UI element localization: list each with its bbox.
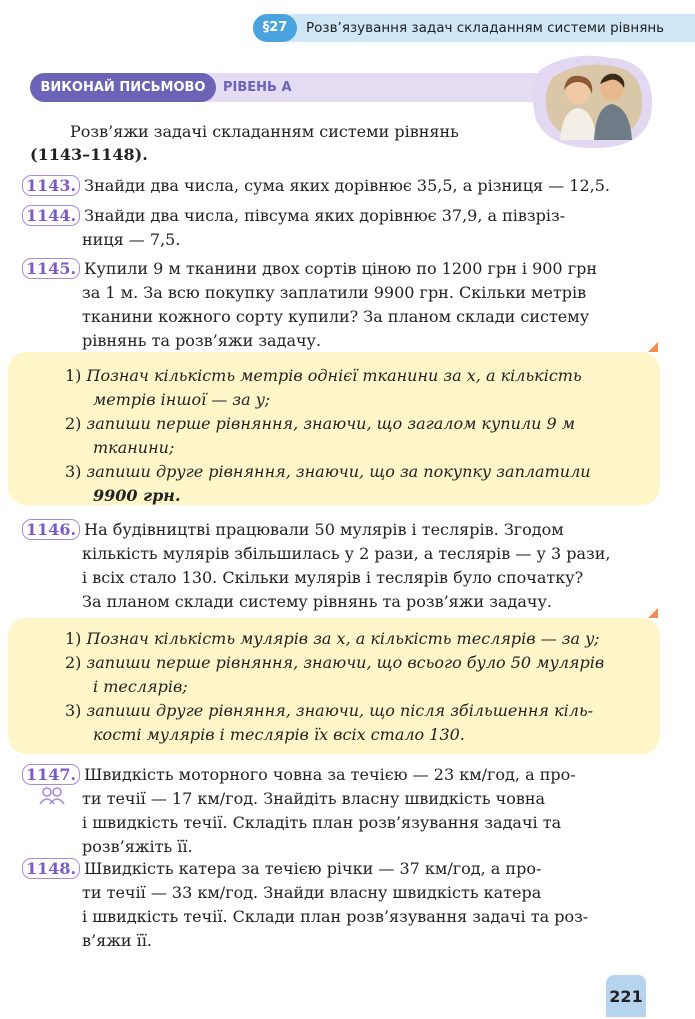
task-line: і швидкість течії. Складіть план розв’язування задачі та [82,813,562,832]
task-1147 [22,763,630,859]
task-line: Купили 9 м тканини двох сортів ціною по 1200 грн і 900 грн [84,259,597,278]
task-number: 1143. [22,175,80,196]
hint-item: 2) запиши перше рівняння, знаючи, що загалом купили 9 м [65,414,575,433]
hint-item: 1) Познач кількість метрів однієї тканини за x, а кількість [65,366,582,385]
hint-item: 3) запиши друге рівняння, знаючи, що після збільшення кіль- [65,701,594,720]
task-line: ти течії — 17 км/год. Знайдіть власну швидкість човна [82,789,546,808]
hint-item-cont: тканини; [93,438,175,457]
hint-item-cont: кості мулярів і теслярів їх всіх стало 130. [93,725,465,744]
task-line: розв’яжіть її. [82,837,193,856]
corner-marker-icon [648,608,658,618]
hint-item: 1) Познач кількість мулярів за x, а кількість теслярів — за y; [65,629,600,648]
task-number: 1144. [22,205,80,226]
corner-marker-icon [648,342,658,352]
task-line: кількість мулярів збільшилась у 2 рази, а теслярів — у 3 рази, [82,544,611,563]
task-line: тканини кожного сорту купили? За планом склади систему [82,307,590,326]
page-number: 221 [606,975,646,1017]
task-line: Знайди два числа, півсума яких дорівнює 37,9, а півзріз- [84,206,566,225]
task-line: за 1 м. За всю покупку заплатили 9900 грн. Скільки метрів [82,283,587,302]
hint-item-cont: 9900 грн. [93,486,181,505]
task-1145 [22,257,630,353]
task-line: Швидкість моторного човна за течією — 23 км/год, а про- [84,765,576,784]
task-number: 1145. [22,258,80,279]
band-label: ВИКОНАЙ ПИСЬМОВО [30,73,216,102]
task-number: 1147. [22,764,80,785]
task-line: і швидкість течії. Склади план розв’язування задачі та роз- [82,907,589,926]
task-number: 1148. [22,858,80,879]
intro-line: Розв’яжи задачі складанням системи рівнянь [70,122,459,141]
task-1144 [22,204,630,252]
intro-range: (1143–1148). [30,145,148,164]
task-line: На будівництві працювали 50 мулярів і теслярів. Згодом [84,520,564,539]
task-1148 [22,857,630,953]
hint-item-cont: метрів іншої — за y; [93,390,271,409]
task-number: 1146. [22,519,80,540]
task-line: ниця — 7,5. [82,230,181,249]
task-1146 [22,518,630,614]
group-work-icon [38,786,66,806]
task-line: Швидкість катера за течією річки — 37 км/год, а про- [84,859,542,878]
task-1143 [22,174,630,198]
task-line: і всіх стало 130. Скільки мулярів і теслярів було спочатку? [82,568,584,587]
task-line: Знайди два числа, сума яких дорівнює 35,5, а різниця — 12,5. [84,176,611,195]
section-title: Розв’язування задач складанням системи рівнянь [306,20,665,36]
hint-item: 2) запиши перше рівняння, знаючи, що всього було 50 мулярів [65,653,605,672]
task-line: ти течії — 33 км/год. Знайди власну швидкість катера [82,883,542,902]
task-line: рівнянь та розв’яжи задачу. [82,331,322,350]
hint-item-cont: і теслярів; [93,677,188,696]
section-number: §27 [253,14,297,42]
hint-item: 3) запиши друге рівняння, знаючи, що за покупку заплатили [65,462,591,481]
band-level: РІВЕНЬ А [223,80,292,95]
task-line: в’яжи її. [82,931,152,950]
task-line: За планом склади систему рівнянь та розв’яжи задачу. [82,592,552,611]
intro-text [30,120,590,166]
